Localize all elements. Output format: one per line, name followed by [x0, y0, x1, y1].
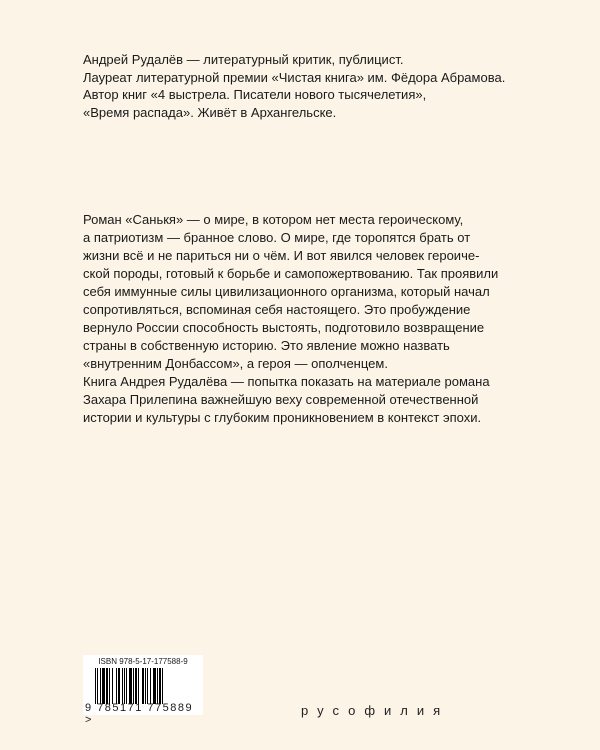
book-description — [83, 211, 498, 427]
description-line: ской породы, готовый к борьбе и самопожертвованию. Так проявили — [83, 266, 499, 281]
description-line: сопротивляться, вспоминая себя настоящего. Это пробуждение — [83, 302, 471, 317]
description-line: Книга Андрея Рудалёва — попытка показать на материале романа — [83, 374, 490, 389]
isbn-label: ISBN 978-5-17-177588-9 — [98, 657, 188, 666]
description-line: а патриотизм — бранное слово. О мире, где торопятся брать от — [83, 230, 471, 245]
barcode-box — [83, 655, 203, 726]
author-bio — [83, 51, 505, 121]
description-line: Роман «Санькя» — о мире, в котором нет места героическому, — [83, 212, 464, 227]
description-line: Захара Прилепина важнейшую веху современной отечественной — [83, 392, 479, 407]
description-line: страны в собственную историю. Это явление можно назвать — [83, 338, 450, 353]
description-line: вернуло России способность выстоять, подготовило возвращение — [83, 320, 485, 335]
publisher-logo: русофилия — [301, 703, 450, 718]
description-line: истории и культуры с глубоким проникновением в контекст эпохи. — [83, 410, 482, 425]
description-line: «внутренним Донбассом», а героя — ополченцем. — [83, 356, 388, 371]
barcode-digits: 9 785171 775889 > — [85, 702, 194, 726]
bio-line: Андрей Рудалёв — литературный критик, публицист. — [83, 52, 404, 67]
description-line: жизни всё и не париться ни о чём. И вот явился человек героиче- — [83, 248, 480, 263]
bio-line: Лауреат литературной премии «Чистая книга» им. Фёдора Абрамова. — [83, 69, 506, 85]
bio-line: Автор книг «4 выстрела. Писатели нового тысячелетия», — [83, 87, 427, 103]
bio-line: «Время распада». Живёт в Архангельске. — [83, 104, 337, 120]
description-line: себя иммунные силы цивилизационного организма, который начал — [83, 284, 490, 299]
barcode-bars — [95, 668, 191, 704]
